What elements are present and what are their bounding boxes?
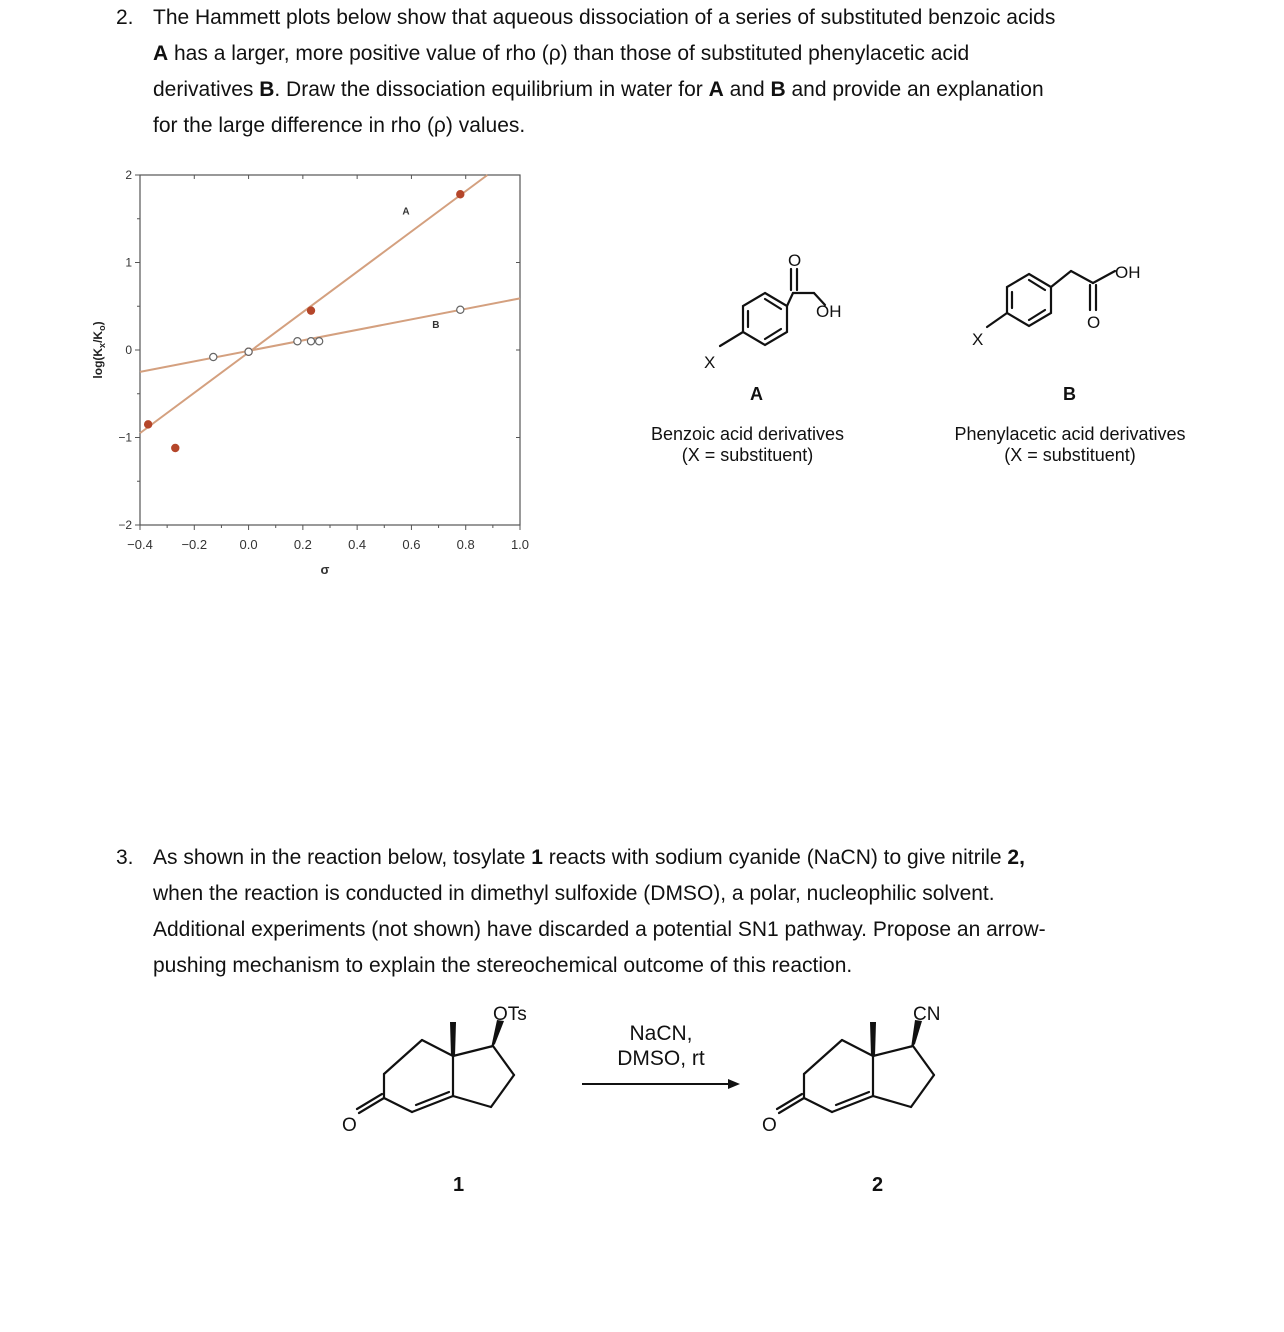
y-tick-label: −1 — [118, 430, 132, 445]
data-point-A — [172, 444, 179, 451]
q2-line-1 — [153, 0, 1233, 36]
structure-b-phenylacetic-acid — [955, 245, 1215, 375]
data-point-A — [145, 421, 152, 428]
reaction-scheme — [320, 995, 1040, 1205]
substituent-x: X — [704, 353, 716, 372]
substituent-x: X — [972, 330, 984, 349]
y-tick-label: −2 — [118, 518, 132, 532]
cn-label: CN — [913, 1004, 941, 1025]
compound-1-label: 1 — [453, 1174, 465, 1196]
y-tick-label: 0 — [125, 343, 132, 357]
text-span: for the large difference in rho (ρ) values. — [153, 114, 526, 137]
q2-line-2 — [153, 36, 1233, 72]
structure-a-benzoic-acid — [660, 245, 920, 375]
q3-line-4 — [153, 948, 1233, 984]
question-number: 2. — [116, 6, 134, 29]
ketone-o: O — [762, 1115, 777, 1136]
data-point-B — [316, 338, 323, 345]
q3-line-3 — [153, 912, 1233, 948]
x-tick-label: 0.2 — [293, 537, 312, 552]
q2-line-3 — [153, 72, 1233, 108]
y-label-mid: /K — [91, 330, 105, 343]
plot-frame — [140, 175, 520, 525]
compound-2-label: 2 — [872, 1174, 884, 1196]
bold-span: A — [153, 42, 169, 65]
text-span: when the reaction is conducted in dimethyl sulfoxide (DMSO), a polar, nucleophilic solvent. — [153, 882, 995, 905]
structure-a-caption — [620, 424, 875, 466]
reagent-line-2: DMSO, rt — [617, 1047, 705, 1070]
x-tick-label: 0.6 — [402, 537, 421, 552]
structure-b-caption — [935, 424, 1205, 466]
data-point-B — [307, 338, 314, 345]
text-span: and — [723, 78, 771, 101]
question-text — [153, 840, 1233, 984]
methyl-wedge — [870, 1022, 876, 1056]
x-tick-label: 0.4 — [348, 537, 367, 552]
bold-span: , — [1019, 846, 1025, 869]
methyl-wedge — [450, 1022, 456, 1056]
reaction-arrow — [582, 1079, 740, 1089]
nitrile-2-structure — [777, 1040, 934, 1113]
hammett-chart — [80, 160, 640, 580]
text-span: As shown in the reaction below, tosylate — [153, 846, 532, 869]
text-span: Additional experiments (not shown) have discarded a potential SN1 pathway. Propose an arrow- — [153, 918, 1046, 941]
carbonyl-o: O — [1087, 313, 1101, 332]
question-text — [153, 0, 1233, 144]
caption-line: Phenylacetic acid derivatives — [954, 424, 1186, 444]
text-span: . Draw the dissociation equilibrium in water for — [274, 78, 709, 101]
q3-line-2 — [153, 876, 1233, 912]
text-span: derivatives — [153, 78, 260, 101]
question-number: 3. — [116, 846, 134, 869]
y-label-end: ) — [91, 321, 105, 326]
data-point-B — [210, 353, 217, 360]
text-span: The Hammett plots below show that aqueous dissociation of a series of substituted benzoic acids — [153, 6, 1056, 29]
y-axis-label — [91, 321, 107, 378]
q3-line-1 — [153, 840, 1233, 876]
y-label-main: log(K — [91, 347, 105, 379]
bold-span: B — [259, 78, 275, 101]
data-point-A — [307, 307, 314, 314]
text-span: and provide an explanation — [785, 78, 1044, 101]
tosylate-1-structure — [357, 1040, 514, 1113]
data-point-B — [245, 348, 252, 355]
data-point-B — [457, 306, 464, 313]
q2-line-4 — [153, 108, 1233, 144]
benzene-ring — [1007, 274, 1051, 326]
x-tick-label: 0.8 — [456, 537, 475, 552]
x-axis-label: σ — [320, 562, 330, 577]
ots-label: OTs — [493, 1004, 527, 1025]
reagent-line-1: NaCN, — [629, 1022, 693, 1045]
structure-a-label: A — [750, 384, 763, 404]
x-tick-label: −0.4 — [127, 537, 153, 552]
caption-line: Benzoic acid derivatives — [650, 424, 845, 444]
caption-line: (X = substituent) — [681, 445, 814, 465]
series-label-B: B — [432, 320, 440, 332]
bold-span: A — [708, 78, 724, 101]
fit-line-A — [140, 175, 487, 433]
y-label-sub: o — [97, 325, 107, 331]
text-span: reacts with sodium cyanide (NaCN) to give nitrile — [542, 846, 1008, 869]
y-tick-label: 2 — [125, 168, 132, 182]
hydroxyl-oh: OH — [816, 302, 842, 321]
y-label-sub: x — [97, 342, 107, 348]
benzene-ring — [743, 293, 787, 345]
ketone-o: O — [342, 1115, 357, 1136]
text-span: pushing mechanism to explain the stereochemical outcome of this reaction. — [153, 954, 853, 977]
data-point-A — [457, 191, 464, 198]
carbonyl-o: O — [788, 251, 802, 270]
structure-b-label: B — [1063, 384, 1076, 404]
caption-line: (X = substituent) — [1004, 445, 1136, 465]
bold-span: B — [770, 78, 786, 101]
y-tick-label: 1 — [125, 255, 132, 270]
hydroxyl-oh: OH — [1115, 263, 1141, 282]
x-tick-label: 1.0 — [510, 537, 530, 552]
data-point-B — [294, 338, 301, 345]
bold-span: 2 — [1007, 846, 1020, 869]
x-tick-label: 0.0 — [239, 537, 258, 552]
bold-span: 1 — [531, 846, 543, 869]
text-span: has a larger, more positive value of rho (ρ) than those of substituted phenylacetic acid — [168, 42, 970, 65]
series-label-A: A — [402, 206, 410, 218]
x-tick-label: −0.2 — [181, 537, 208, 552]
